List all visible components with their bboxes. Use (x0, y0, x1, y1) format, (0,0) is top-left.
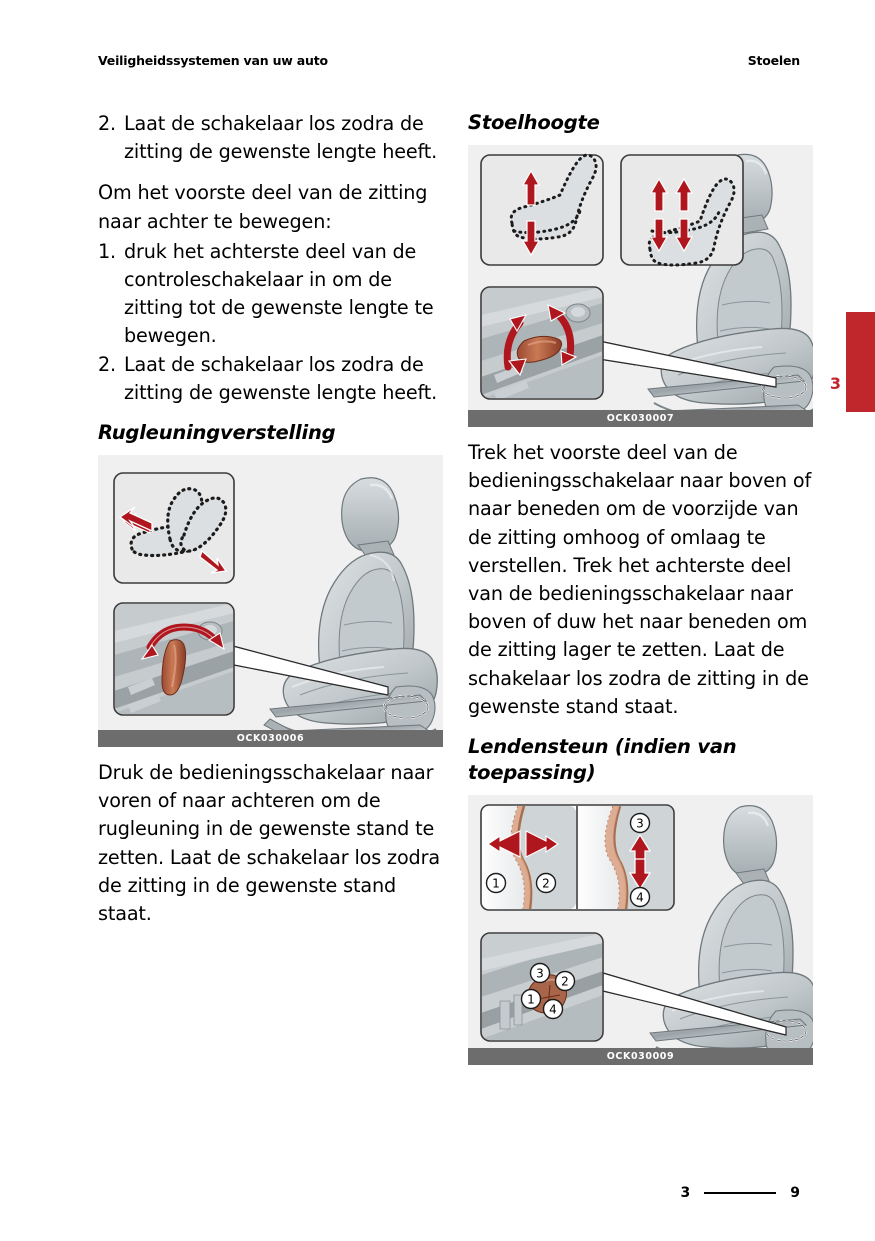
callout-1 (522, 990, 541, 1009)
callout-2 (537, 874, 556, 893)
figure-caption: OCK030007 (468, 410, 813, 427)
chapter-side-tab (846, 312, 875, 412)
section-title-lendensteun: Lendensteun (indien van toepassing) (468, 735, 737, 785)
running-head-right: Stoelen (747, 53, 800, 68)
left-column (98, 110, 443, 941)
lumbar-support-drawing (468, 795, 813, 1048)
list-item-text: druk het achterste deel van de controleschakelaar in om de zitting tot de gewenste lengte te bewegen. (124, 239, 434, 348)
figure-caption: OCK030006 (98, 730, 443, 747)
list-item (98, 351, 443, 407)
svg-text:4: 4 (549, 1002, 557, 1017)
svg-text:1: 1 (527, 992, 535, 1007)
running-head (98, 53, 800, 73)
list-item-text: Laat de schakelaar los zodra de zitting de gewenste lengte heeft. (124, 352, 438, 404)
seatback-adjustment-drawing (98, 455, 443, 730)
callout-4 (631, 888, 650, 907)
folio-rule (704, 1192, 776, 1194)
callout-4 (544, 1000, 563, 1019)
svg-text:3: 3 (636, 816, 644, 831)
seat-height-drawing (468, 145, 813, 410)
list-item (98, 110, 443, 166)
callout-3 (531, 964, 550, 983)
svg-text:2: 2 (561, 974, 569, 989)
svg-text:2: 2 (542, 876, 550, 891)
body-paragraph-seat-height: Trek het voorste deel van de bedieningsschakelaar naar boven of naar beneden om de voorzijde van de zitting omhoog of omlaag te verstellen. Trek het achterste deel van de bedieningsschakelaar naar boven of duw het naar beneden om de zitting lager te zetten. Laat de schakelaar los zodra de zitting in de gewenste stand staat. (468, 441, 812, 718)
section-title-stoelhoogte: Stoelhoogte (468, 111, 600, 134)
figure-seat-height (468, 145, 813, 427)
figure-illustration (468, 795, 813, 1048)
figure-lumbar-support (468, 795, 813, 1065)
figure-caption: OCK030009 (468, 1048, 813, 1065)
steps-list (98, 238, 443, 407)
svg-text:1: 1 (492, 876, 500, 891)
callout-2 (556, 972, 575, 991)
callout-3 (631, 814, 650, 833)
svg-text:4: 4 (636, 890, 644, 905)
body-paragraph-seatback: Druk de bedieningsschakelaar naar voren of naar achteren om de rugleuning in de gewenste stand te zetten. Laat de schakelaar los zodra de zitting in de gewenste stand staat. (98, 761, 440, 926)
list-item-text: Laat de schakelaar los zodra de zitting de gewenste lengte heeft. (124, 112, 438, 164)
chapter-side-tab-number: 3 (829, 374, 841, 393)
list-item-number: 2. (98, 112, 117, 135)
section-title-rugleuningverstelling: Rugleuningverstelling (98, 421, 336, 445)
list-item-number: 1. (98, 239, 117, 263)
figure-illustration (98, 455, 443, 730)
figure-seatback-adjustment (98, 455, 443, 747)
intro-paragraph: Om het voorste deel van de zitting naar achter te bewegen: (98, 181, 428, 233)
running-head-left: Veiligheidssystemen van uw auto (98, 53, 328, 68)
list-item (98, 238, 443, 351)
page-folio (681, 1185, 801, 1201)
figure-illustration (468, 145, 813, 410)
continued-list (98, 110, 443, 166)
callout-1 (487, 874, 506, 893)
folio-page-number: 9 (790, 1185, 800, 1201)
list-item-number: 2. (98, 352, 117, 376)
folio-chapter: 3 (680, 1185, 691, 1201)
svg-text:3: 3 (536, 966, 544, 981)
right-column (468, 110, 813, 1077)
